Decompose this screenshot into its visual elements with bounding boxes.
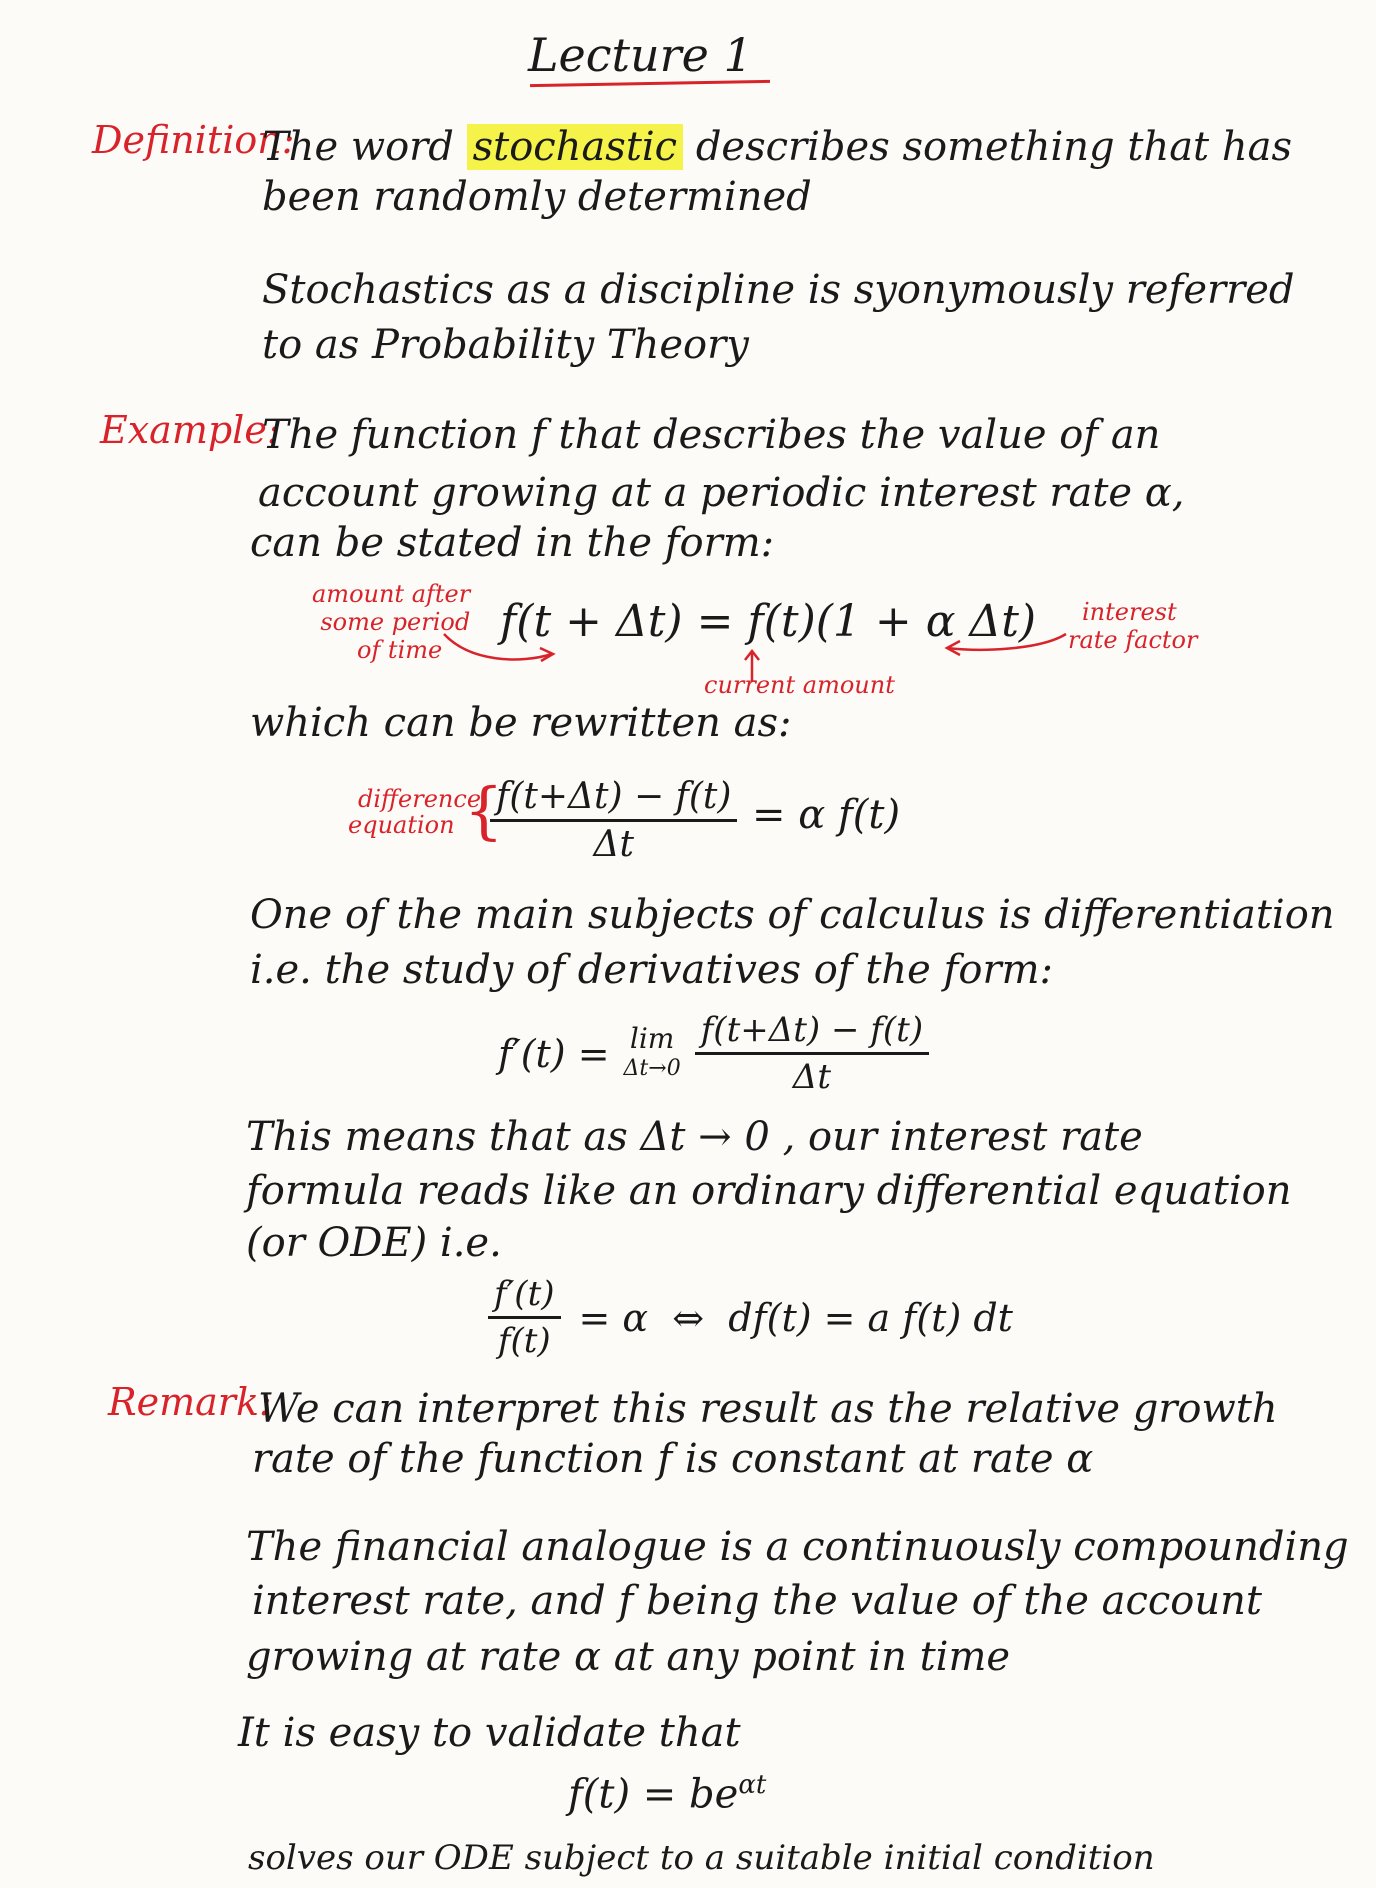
lim-text: lim xyxy=(629,1021,675,1055)
solves-line: solves our ODE subject to a suitable initial condition xyxy=(248,1838,1155,1878)
difference-label: difference xyxy=(358,785,482,813)
financial-line-1: The financial analogue is a continuously compounding xyxy=(246,1524,1349,1570)
solution-base: f(t) = be xyxy=(568,1771,739,1818)
difference-brace: { xyxy=(464,774,504,847)
lim-subscript: Δt→0 xyxy=(623,1055,681,1081)
definition-line-4: to as Probability Theory xyxy=(262,322,749,368)
solution-exponent: αt xyxy=(738,1770,767,1800)
derivative-numerator: f(t+Δt) − f(t) xyxy=(695,1010,929,1055)
highlighted-word: stochastic xyxy=(467,124,684,170)
definition-text-before: The word xyxy=(262,124,454,170)
derivative-denominator: Δt xyxy=(792,1057,832,1097)
annotation-right-line-1: interest xyxy=(1082,598,1177,626)
equation-derivative xyxy=(498,1010,929,1097)
means-line-1: This means that as Δt → 0 , our interest rate xyxy=(246,1114,1143,1160)
difference-fraction xyxy=(490,776,737,865)
means-line-3: (or ODE) i.e. xyxy=(246,1220,502,1266)
difference-numerator: f(t+Δt) − f(t) xyxy=(490,776,737,822)
definition-line-1 xyxy=(262,122,1292,172)
calculus-line-2: i.e. the study of derivatives of the form: xyxy=(250,947,1053,993)
equation-ode xyxy=(488,1274,1013,1361)
financial-line-2: interest rate, and f being the value of the account xyxy=(252,1578,1262,1624)
definition-text-after: describes something that has xyxy=(695,124,1292,170)
annotation-arrow-right xyxy=(940,630,1070,660)
remark-line-2: rate of the function f is constant at rate α xyxy=(252,1436,1094,1482)
means-line-2: formula reads like an ordinary differential equation xyxy=(246,1168,1292,1214)
ode-rhs: = α ⇔ df(t) = a f(t) dt xyxy=(578,1295,1013,1340)
definition-label: Definition: xyxy=(92,118,295,162)
equation-solution xyxy=(568,1770,766,1817)
calculus-line-1: One of the main subjects of calculus is differentiation xyxy=(250,892,1335,938)
example-line-1: The function f that describes the value of an xyxy=(262,412,1161,458)
annotation-left-line-1: amount after xyxy=(312,580,471,608)
limit-operator xyxy=(623,1021,681,1084)
title-text: Lecture 1 xyxy=(528,28,753,82)
annotation-right-line-2: rate factor xyxy=(1068,626,1198,654)
example-line-2: account growing at a periodic interest rate α, xyxy=(258,470,1185,516)
ode-denominator: f(t) xyxy=(497,1321,551,1361)
validate-line: It is easy to validate that xyxy=(238,1710,741,1756)
difference-denominator: Δt xyxy=(593,824,634,865)
annotation-left-line-3: of time xyxy=(356,636,443,664)
example-line-3: can be stated in the form: xyxy=(250,520,775,566)
equation-difference xyxy=(490,776,737,865)
equation-growth: f(t + Δt) = f(t)(1 + α Δt) xyxy=(500,596,1037,647)
example-label: Example: xyxy=(100,408,280,452)
difference-rhs: = α f(t) xyxy=(752,792,901,838)
ode-fraction xyxy=(488,1274,561,1361)
definition-line-2: been randomly determined xyxy=(262,174,812,220)
equation-label: equation xyxy=(348,811,455,839)
annotation-current-amount: current amount xyxy=(704,671,895,699)
ode-numerator: f′(t) xyxy=(488,1274,561,1319)
remark-line-1: We can interpret this result as the relative growth xyxy=(258,1386,1278,1432)
derivative-lhs: f′(t) = xyxy=(498,1031,610,1076)
page-title xyxy=(528,28,753,82)
annotation-left-line-2: some period xyxy=(320,608,471,636)
annotation-interest-rate-factor xyxy=(1068,598,1197,654)
financial-line-3: growing at rate α at any point in time xyxy=(246,1634,1011,1680)
remark-label: Remark: xyxy=(108,1380,272,1424)
definition-line-3: Stochastics as a discipline is syonymously referred xyxy=(262,267,1295,313)
annotation-difference-equation xyxy=(348,786,481,838)
derivative-fraction xyxy=(695,1010,929,1097)
rewrite-line: which can be rewritten as: xyxy=(250,700,792,746)
